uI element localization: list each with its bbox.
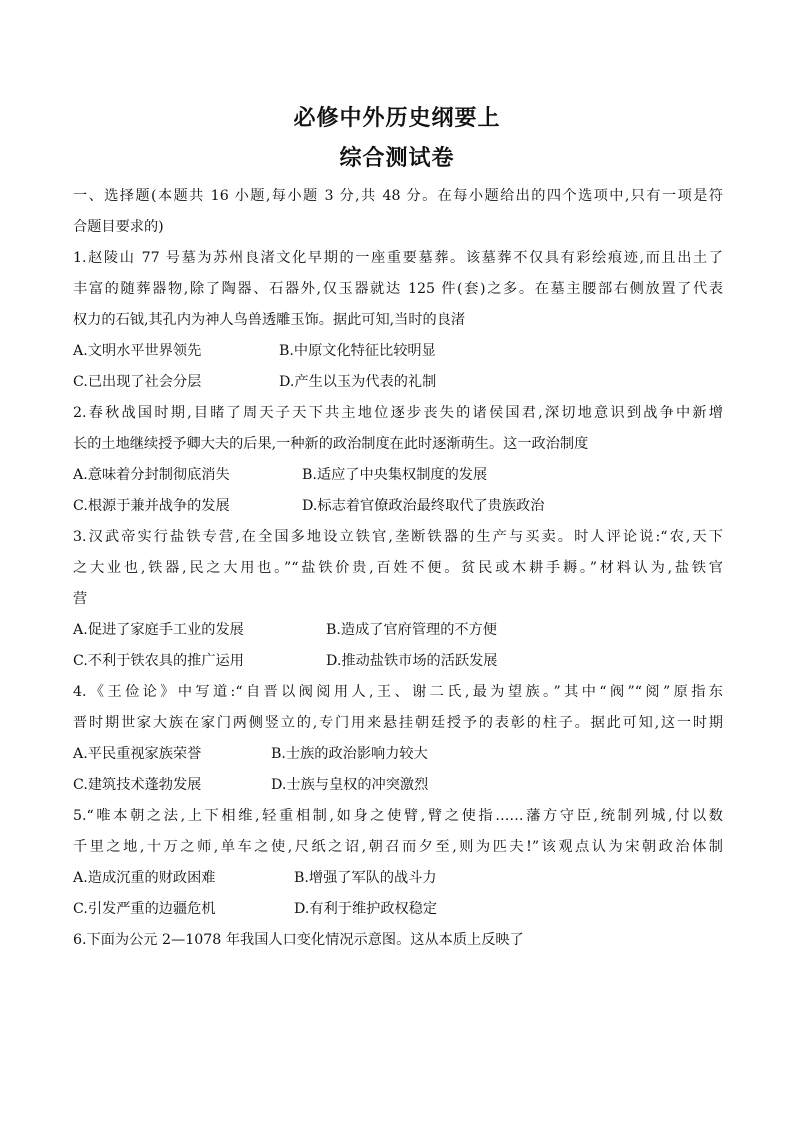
question-6-text: 6.下面为公元 2—1078 年我国人口变化情况示意图。这从本质上反映了 (73, 932, 524, 948)
question-5-option-a: A.造成沉重的财政困难 (73, 870, 216, 886)
question-5-text: 5.“唯本朝之法,上下相维,轻重相制,如身之使臂,臂之使指……藩方守臣,统制列城,付以数 (73, 808, 723, 824)
question-4-option-a: A.平民重视家族荣誉 (73, 746, 202, 762)
question-3-text: 3.汉武帝实行盐铁专营,在全国多地设立铁官,垄断铁器的生产与买卖。时人评论说:“农,天下 (73, 529, 723, 545)
question-5-option-b: B.增强了军队的战斗力 (294, 870, 437, 886)
question-5-option-c: C.引发严重的边疆危机 (73, 901, 216, 917)
question-2-option-c: C.根源于兼并战争的发展 (73, 498, 230, 514)
question-5-option-d: D.有利于维护政权稳定 (294, 901, 438, 917)
question-1-option-c: C.已出现了社会分层 (73, 374, 202, 390)
question-3-option-d: D.推动盐铁市场的活跃发展 (326, 653, 498, 669)
question-3-option-c: C.不利于铁农具的推广运用 (73, 653, 244, 669)
question-2-option-a: A.意味着分封制彻底消失 (73, 467, 230, 483)
question-3-option-b: B.造成了官府管理的不方便 (326, 622, 497, 638)
question-1-option-b: B.中原文化特征比较明显 (279, 343, 436, 359)
question-4-option-b: B.士族的政治影响力较大 (271, 746, 428, 762)
question-3-text: 之大业也,铁器,民之大用也。”“盐铁价贵,百姓不便。贫民或木耕手耨。”材料认为,盐铁官 (73, 560, 723, 576)
question-2-text: 长的土地继续授予卿大夫的后果,一种新的政治制度在此时逐渐萌生。这一政治制度 (73, 436, 589, 452)
question-4-text: 晋时期世家大族在家门两侧竖立的,专门用来悬挂朝廷授予的表彰的柱子。据此可知,这一时期 (73, 715, 723, 731)
question-1-text: 1.赵陵山 77 号墓为苏州良渚文化早期的一座重要墓葬。该墓葬不仅具有彩绘痕迹,而且出土了 (73, 250, 723, 266)
section-header-line: 合题目要求的) (73, 219, 164, 235)
question-1-text: 权力的石钺,其孔内为神人鸟兽透雕玉饰。据此可知,当时的良渚 (73, 312, 466, 328)
question-2-option-d: D.标志着官僚政治最终取代了贵族政治 (302, 498, 545, 514)
question-3-text: 营 (73, 591, 88, 607)
question-4-text: 4.《王俭论》中写道:“自晋以阀阅用人,王、谢二氏,最为望族。”其中“阀”“阅”原指东 (73, 684, 723, 700)
section-header-line: 一、选择题(本题共 16 小题,每小题 3 分,共 48 分。在每小题给出的四个选项中,只有一项是符 (73, 188, 723, 204)
page-subtitle: 综合测试卷 (339, 145, 455, 171)
question-4-option-d: D.士族与皇权的冲突激烈 (271, 777, 429, 793)
question-1-text: 丰富的随葬器物,除了陶器、石器外,仅玉器就达 125 件(套)之多。在墓主腰部右侧放置了代表 (73, 281, 723, 297)
question-3-option-a: A.促进了家庭手工业的发展 (73, 622, 244, 638)
question-5-text: 千里之地,十万之师,单车之使,尺纸之诏,朝召而夕至,则为匹夫!”该观点认为宋朝政治体制 (73, 839, 723, 855)
question-1-option-a: A.文明水平世界领先 (73, 343, 202, 359)
question-4-option-c: C.建筑技术蓬勃发展 (73, 777, 202, 793)
page-title: 必修中外历史纲要上 (293, 105, 501, 131)
question-2-text: 2.春秋战国时期,目睹了周天子天下共主地位逐步丧失的诸侯国君,深切地意识到战争中新增 (73, 405, 723, 421)
question-2-option-b: B.适应了中央集权制度的发展 (302, 467, 488, 483)
question-1-option-d: D.产生以玉为代表的礼制 (279, 374, 437, 390)
